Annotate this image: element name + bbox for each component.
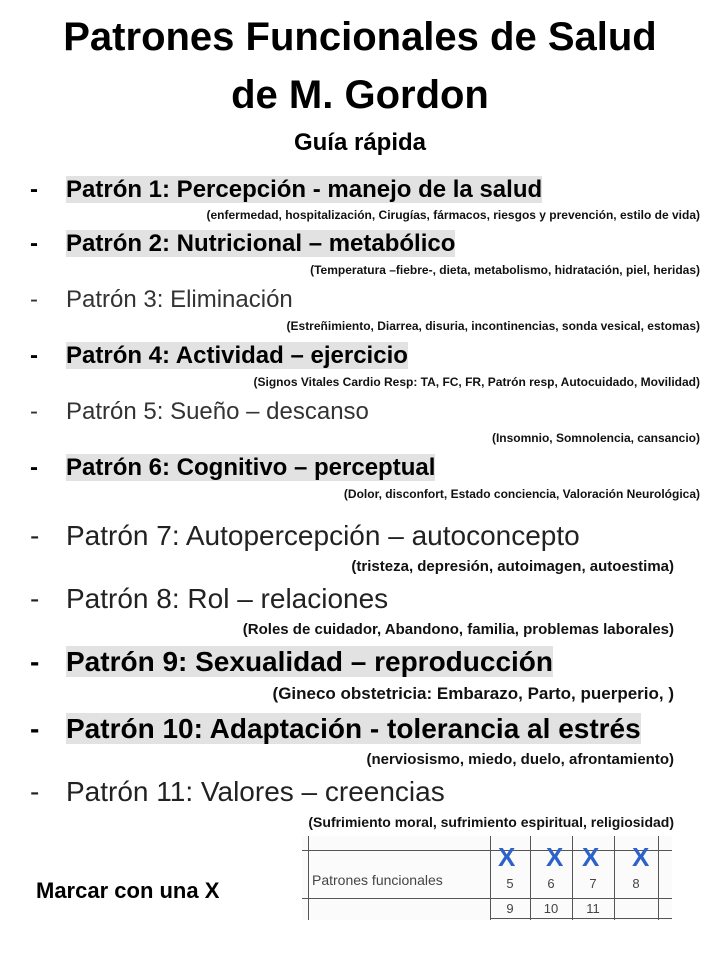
pattern-description: (Signos Vitales Cardio Resp: TA, FC, FR, Patrón resp, Autocuidado, Movilidad) bbox=[253, 375, 700, 389]
bullet-dash: - bbox=[30, 398, 38, 425]
bullet-dash: - bbox=[30, 454, 38, 481]
pattern-item bbox=[30, 230, 455, 258]
pattern-description: (Insomnio, Somnolencia, cansancio) bbox=[491, 431, 700, 445]
pattern-item bbox=[30, 583, 388, 615]
bullet-dash: - bbox=[30, 230, 38, 257]
table-cell: 6 bbox=[547, 876, 555, 891]
pattern-label: Patrón 7: Autopercepción – autoconcepto bbox=[66, 520, 580, 551]
pattern-label: Patrón 4: Actividad – ejercicio bbox=[66, 342, 408, 369]
pattern-description: (Dolor, disconfort, Estado conciencia, Valoración Neurológica) bbox=[343, 487, 700, 501]
page-title: Patrones Funcionales de Salud bbox=[63, 15, 657, 59]
pattern-label: Patrón 5: Sueño – descanso bbox=[66, 398, 369, 425]
pattern-item bbox=[30, 646, 553, 678]
pattern-label: Patrón 11: Valores – creencias bbox=[66, 776, 445, 807]
bullet-dash: - bbox=[30, 342, 38, 369]
pattern-description: (Roles de cuidador, Abandono, familia, problemas laborales) bbox=[242, 621, 674, 638]
x-mark: X bbox=[582, 842, 600, 872]
pattern-label: Patrón 9: Sexualidad – reproducción bbox=[66, 646, 554, 677]
pattern-description: (enfermedad, hospitalización, Cirugías, fármacos, riesgos y prevención, estilo de vida) bbox=[206, 208, 700, 222]
table-cell: 5 bbox=[506, 876, 514, 891]
pattern-item bbox=[30, 398, 369, 426]
bullet-dash: - bbox=[30, 583, 40, 614]
table-cell: 7 bbox=[589, 876, 597, 891]
x-mark: X bbox=[498, 842, 516, 872]
patterns-table-image bbox=[302, 836, 672, 920]
pattern-item bbox=[30, 286, 293, 314]
pattern-label: Patrón 8: Rol – relaciones bbox=[66, 583, 389, 614]
pattern-description: (Sufrimiento moral, sufrimiento espiritual, religiosidad) bbox=[308, 814, 674, 830]
bullet-dash: - bbox=[30, 713, 40, 744]
instruction-text: Marcar con una X bbox=[36, 878, 220, 903]
bullet-dash: - bbox=[30, 646, 40, 677]
pattern-item bbox=[30, 776, 445, 808]
bullet-dash: - bbox=[30, 176, 38, 203]
table-label: Patrones funcionales bbox=[312, 872, 443, 888]
pattern-item bbox=[30, 176, 542, 204]
bullet-dash: - bbox=[30, 520, 40, 551]
x-mark: X bbox=[546, 842, 564, 872]
page-subtitle: Guía rápida bbox=[293, 129, 427, 156]
pattern-description: (Temperatura –fiebre-, dieta, metabolismo, hidratación, piel, heridas) bbox=[310, 263, 700, 277]
pattern-label: Patrón 3: Eliminación bbox=[66, 286, 293, 313]
pattern-description: (Estreñimiento, Diarrea, disuria, incontinencias, sonda vesical, estomas) bbox=[286, 319, 700, 333]
table-cell: 10 bbox=[543, 901, 559, 916]
pattern-description: (tristeza, depresión, autoimagen, autoestima) bbox=[351, 558, 674, 575]
pattern-item bbox=[30, 713, 641, 745]
table-cell: 9 bbox=[506, 901, 514, 916]
table-cell: 8 bbox=[632, 876, 640, 891]
pattern-item bbox=[30, 342, 408, 370]
pattern-item bbox=[30, 454, 435, 482]
pattern-item bbox=[30, 520, 580, 552]
pattern-label: Patrón 10: Adaptación - tolerancia al estrés bbox=[66, 713, 641, 744]
page-title-line2: de M. Gordon bbox=[231, 73, 489, 117]
table-cell: 11 bbox=[586, 901, 600, 916]
pattern-description: (Gineco obstetricia: Embarazo, Parto, puerperio, ) bbox=[272, 684, 674, 703]
pattern-description: (nerviosismo, miedo, duelo, afrontamiento) bbox=[366, 751, 674, 768]
pattern-label: Patrón 6: Cognitivo – perceptual bbox=[66, 454, 436, 481]
bullet-dash: - bbox=[30, 776, 40, 807]
x-mark: X bbox=[632, 842, 650, 872]
pattern-label: Patrón 1: Percepción - manejo de la salud bbox=[66, 176, 543, 203]
pattern-label: Patrón 2: Nutricional – metabólico bbox=[66, 230, 456, 257]
bullet-dash: - bbox=[30, 286, 38, 313]
